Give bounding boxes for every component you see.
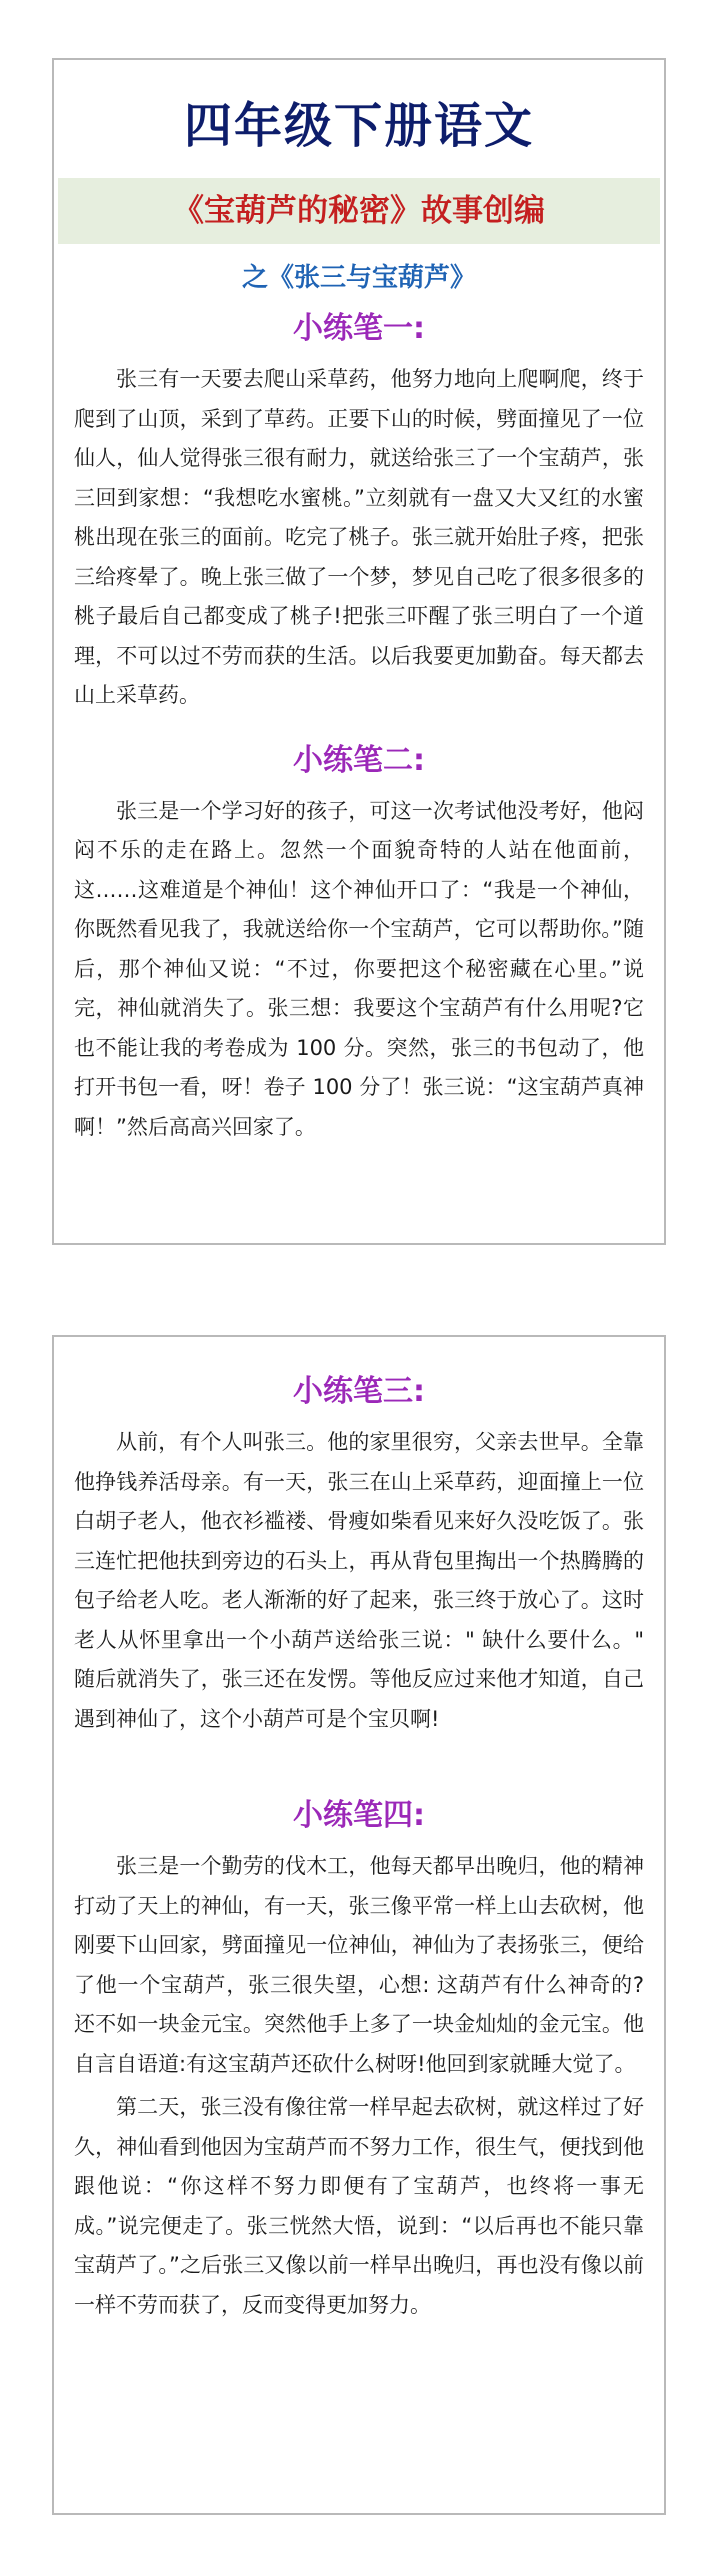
section-2-paragraph-1: 张三是一个学习好的孩子，可这一次考试他没考好，他闷闷不乐的走在路上。忽然一个面貌奇特的人站在他面前，这……这难道是个神仙！这个神仙开口了：“我是一个神仙，你既然看见我了，我就送给你一个宝葫芦，它可以帮助你。”随后，那个神仙又说：“不过，你要把这个秘密藏在心里。”说完，神仙就消失了。张三想：我要这个宝葫芦有什么用呢?它也不能让我的考卷成为 100 分。突然，张三的书包动了，他打开书包一看，呀！卷子 100 分了！张三说：“这宝葫芦真神啊！”然后高高兴回家了。 [74,798,644,1139]
section-heading-1: 小练笔一: [293,311,425,346]
section-heading-3: 小练笔三: [293,1374,425,1409]
section-4-paragraph-1: 张三是一个勤劳的伐木工，他每天都早出晚归，他的精神打动了天上的神仙，有一天，张三像平常一样上山去砍树，他刚要下山回家，劈面撞见一位神仙，神仙为了表扬张三，便给了他一个宝葫芦，张三很失望，心想: 这葫芦有什么神奇的?还不如一块金元宝。突然他手上多了一块金灿灿的金元宝。他自言自语道:有这宝葫芦还砍什么树呀!他回到家就睡大觉了。 [74,1854,644,2076]
section-heading-4: 小练笔四: [293,1798,425,1833]
story-title: 之《张三与宝葫芦》 [241,263,476,293]
content-card-2 [52,1335,666,2515]
section-heading-2: 小练笔二: [293,742,425,778]
section-1-paragraph-1: 张三有一天要去爬山采草药，他努力地向上爬啊爬，终于爬到了山顶，采到了草药。正要下山的时候，劈面撞见了一位仙人，仙人觉得张三很有耐力，就送给张三了一个宝葫芦，张三回到家想：“我想吃水蜜桃。”立刻就有一盘又大又红的水蜜桃出现在张三的面前。吃完了桃子。张三就开始肚子疼，把张三给疼晕了。晚上张三做了一个梦，梦见自己吃了很多很多的桃子最后自己都变成了桃子!把张三吓醒了张三明白了一个道理，不可以过不劳而获的生活。以后我要更加勤奋。每天都去山上采草药。 [74,367,644,707]
page-title: 四年级下册语文 [183,98,534,154]
subtitle-banner: 《宝葫芦的秘密》故事创编 [58,178,660,244]
section-3-paragraph-1: 从前，有个人叫张三。他的家里很穷，父亲去世早。全靠他挣钱养活母亲。有一天，张三在山上采草药，迎面撞上一位白胡子老人，他衣衫褴褛、骨瘦如柴看见来好久没吃饭了。张三连忙把他扶到旁边的石头上，再从背包里掏出一个热腾腾的包子给老人吃。老人渐渐的好了起来，张三终于放心了。这时老人从怀里拿出一个小葫芦送给张三说：" 缺什么要什么。" 随后就消失了，张三还在发愣。等他反应过来他才知道，自己遇到神仙了，这个小葫芦可是个宝贝啊! [74,1430,644,1731]
content-card-1 [52,58,666,1245]
section-4-paragraph-2: 第二天，张三没有像往常一样早起去砍树，就这样过了好久，神仙看到他因为宝葫芦而不努力工作，很生气，便找到他跟他说：“你这样不努力即便有了宝葫芦，也终将一事无成。”说完便走了。张三恍然大悟，说到：“以后再也不能只靠宝葫芦了。”之后张三又像以前一样早出晚归，再也没有像以前一样不劳而获了，反而变得更加努力。 [74,2095,644,2317]
